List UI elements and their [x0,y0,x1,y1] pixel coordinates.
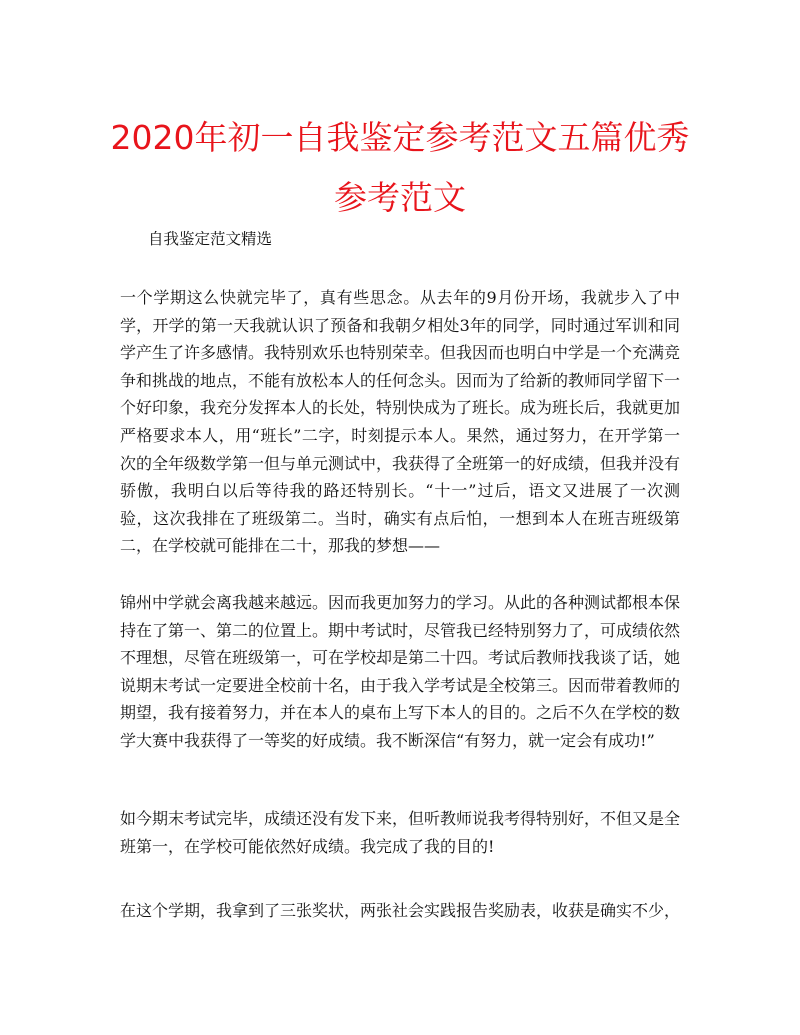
paragraph-3: 如今期末考试完毕，成绩还没有发下来，但听教师说我考得特别好，不但又是全班第一，在学校可能依然好成绩。我完成了我的目的! [120,809,681,856]
document-subtitle: 自我鉴定范文精选 [148,230,273,248]
paragraph-1: 一个学期这么快就完毕了，真有些思念。从去年的9月份开场，我就步入了中学，开学的第一天我就认识了预备和我朝夕相处3年的同学，同时通过军训和同学产生了许多感情。我特别欢乐也特别荣幸。但我因而也明白中学是一个充满竞争和挑战的地点，不能有放松本人的任何念头。因而为了给新的教师同学留下一个好印象，我充分发挥本人的长处，特别快成为了班长。成为班长后，我就更加严格要求本人，用“班长”二字，时刻提示本人。果然，通过努力，在开学第一次的全年级数学第一但与单元测试中，我获得了全班第一的好成绩，但我并没有骄傲，我明白以后等待我的路还特别长。“十一”过后，语文又进展了一次测验，这次我排在了班级第二。当时，确实有点后怕，一想到本人在班吉班级第二，在学校就可能排在二十，那我的梦想—— [120,288,681,556]
paragraph-2: 锦州中学就会离我越来越远。因而我更加努力的学习。从此的各种测试都根本保持在了第一、第二的位置上。期中考试时，尽管我已经特别努力了，可成绩依然不理想，尽管在班级第一，可在学校却是第二十四。考试后教师找我谈了话，她说期末考试一定要进全校前十名，由于我入学考试是全校第三。因而带着教师的期望，我有接着努力，并在本人的桌布上写下本人的目的。之后不久在学校的数学大赛中我获得了一等奖的好成绩。我不断深信“有努力，就一定会有成功!” [120,593,681,750]
paragraph-4: 在这个学期，我拿到了三张奖状，两张社会实践报告奖励表，收获是确实不少， [120,901,681,920]
document-title: 2020年初一自我鉴定参考范文五篇优秀参考范文 [110,118,690,217]
